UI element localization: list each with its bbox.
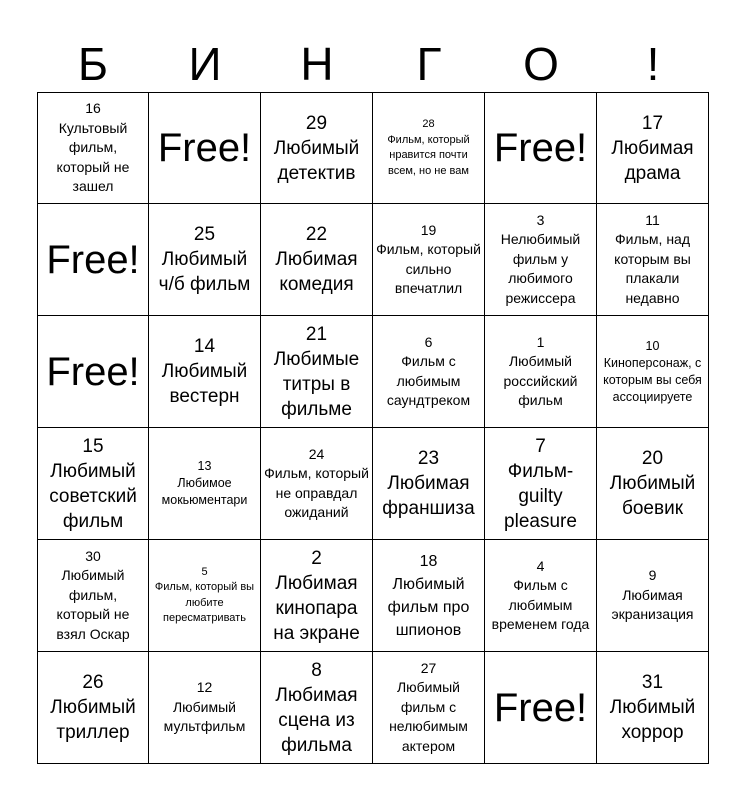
cell-text: Любимый хоррор xyxy=(609,697,696,743)
bingo-cell[interactable] xyxy=(261,204,373,316)
bingo-cell[interactable] xyxy=(373,428,485,540)
cell-content xyxy=(264,322,369,422)
cell-number: 24 xyxy=(308,445,325,462)
cell-number: 1 xyxy=(536,333,545,350)
cell-number: 29 xyxy=(305,112,328,134)
header-letter-o: О xyxy=(523,38,559,90)
header-exclamation: ! xyxy=(646,38,660,90)
cell-number: 6 xyxy=(424,333,433,350)
cell-number: 15 xyxy=(82,435,104,457)
bingo-header xyxy=(37,38,709,90)
free-cell[interactable] xyxy=(37,316,149,428)
bingo-cell[interactable] xyxy=(149,540,261,652)
cell-text: Фильм с любимым временем года xyxy=(491,577,590,632)
bingo-grid xyxy=(37,92,709,764)
bingo-cell[interactable] xyxy=(597,316,709,428)
cell-text: Фильм, над которым вы плакали недавно xyxy=(614,231,691,306)
bingo-cell[interactable] xyxy=(37,652,149,764)
free-cell[interactable] xyxy=(485,652,597,764)
cell-text: Любимый ч/б фильм xyxy=(158,249,251,295)
bingo-cell[interactable] xyxy=(485,540,597,652)
free-label: Free! xyxy=(46,237,140,282)
bingo-cell[interactable] xyxy=(261,652,373,764)
cell-number: 31 xyxy=(641,672,664,693)
cell-text: Любимая сцена из фильма xyxy=(275,684,358,756)
bingo-cell[interactable] xyxy=(37,428,149,540)
cell-content xyxy=(152,458,257,509)
bingo-cell[interactable] xyxy=(485,428,597,540)
cell-content xyxy=(488,128,593,168)
cell-number: 12 xyxy=(196,679,213,696)
free-label: Free! xyxy=(493,126,588,170)
cell-content xyxy=(488,333,593,411)
cell-text: Любимый детектив xyxy=(273,137,360,184)
cell-content xyxy=(152,128,257,168)
free-cell[interactable] xyxy=(485,92,597,204)
bingo-cell[interactable] xyxy=(485,204,597,316)
bingo-cell[interactable] xyxy=(261,316,373,428)
cell-content xyxy=(600,446,705,521)
cell-content xyxy=(488,685,593,730)
cell-content xyxy=(600,111,705,186)
cell-number: 10 xyxy=(645,338,660,353)
cell-text: Любимое мокьюментари xyxy=(161,476,248,507)
cell-number: 22 xyxy=(305,224,328,245)
cell-content xyxy=(376,117,481,179)
cell-text: Любимая драма xyxy=(611,137,694,184)
cell-number: 2 xyxy=(311,547,322,569)
cell-number: 19 xyxy=(420,221,437,238)
cell-number: 20 xyxy=(641,448,664,469)
cell-number: 9 xyxy=(648,567,657,584)
header-letter-b: Б xyxy=(77,38,109,90)
bingo-cell[interactable] xyxy=(373,204,485,316)
cell-text: Любимая комедия xyxy=(275,249,358,295)
cell-number: 8 xyxy=(311,659,322,681)
cell-content xyxy=(376,550,481,642)
free-label: Free! xyxy=(157,126,252,170)
cell-content xyxy=(488,211,593,309)
cell-content xyxy=(600,566,705,625)
cell-text: Фильм, который нравится почти всем, но не вам xyxy=(387,133,470,177)
cell-text: Любимая франшиза xyxy=(382,473,475,519)
bingo-cell[interactable] xyxy=(149,204,261,316)
bingo-cell[interactable] xyxy=(373,316,485,428)
cell-number: 4 xyxy=(536,557,545,574)
cell-text: Фильм с любимым саундтреком xyxy=(386,353,471,408)
cell-content xyxy=(152,222,257,297)
cell-number: 18 xyxy=(419,552,438,570)
cell-number: 16 xyxy=(85,100,101,117)
cell-content xyxy=(376,446,481,521)
bingo-cell[interactable] xyxy=(373,652,485,764)
header-letter-i: И xyxy=(188,38,222,90)
cell-content xyxy=(600,338,705,406)
header-letter-g: Г xyxy=(416,38,442,90)
bingo-cell[interactable] xyxy=(597,652,709,764)
cell-content xyxy=(41,349,145,394)
cell-number: 25 xyxy=(193,224,216,245)
cell-text: Любимый мультфильм xyxy=(163,698,246,735)
cell-number: 13 xyxy=(197,459,212,473)
cell-text: Любимая экранизация xyxy=(611,586,694,623)
cell-content xyxy=(41,99,145,197)
cell-text: Культовый фильм, который не зашел xyxy=(56,119,130,195)
cell-number: 30 xyxy=(85,547,101,564)
cell-content xyxy=(152,334,257,409)
cell-number: 28 xyxy=(422,118,435,130)
cell-text: Любимый боевик xyxy=(609,473,696,519)
cell-text: Любимые титры в фильме xyxy=(273,348,360,420)
cell-text: Фильм, который вы любите пересматривать xyxy=(154,581,255,624)
cell-text: Любимая кинопара на экране xyxy=(273,572,360,644)
cell-text: Любимый советский фильм xyxy=(49,460,137,532)
bingo-cell[interactable] xyxy=(597,92,709,204)
cell-text: Любимый фильм, который не взял Оскар xyxy=(56,567,130,642)
cell-content xyxy=(600,670,705,745)
cell-content xyxy=(376,659,481,757)
cell-content xyxy=(488,557,593,635)
cell-content xyxy=(264,222,369,297)
cell-content xyxy=(488,434,593,534)
bingo-cell[interactable] xyxy=(37,540,149,652)
cell-content xyxy=(264,111,369,186)
cell-number: 23 xyxy=(417,448,440,469)
cell-text: Любимый российский фильм xyxy=(503,353,578,408)
cell-text: Фильм-guilty pleasure xyxy=(504,460,577,532)
cell-content xyxy=(376,333,481,411)
bingo-cell[interactable] xyxy=(261,92,373,204)
cell-content xyxy=(152,565,257,627)
cell-number: 21 xyxy=(305,323,328,345)
free-label: Free! xyxy=(493,685,588,730)
bingo-cell[interactable] xyxy=(149,316,261,428)
cell-content xyxy=(376,221,481,299)
cell-number: 5 xyxy=(201,565,208,578)
bingo-cell[interactable] xyxy=(149,428,261,540)
bingo-cell[interactable] xyxy=(597,540,709,652)
bingo-cell[interactable] xyxy=(597,204,709,316)
cell-content xyxy=(264,445,369,523)
bingo-cell[interactable] xyxy=(373,92,485,204)
cell-text: Любимый вестерн xyxy=(161,361,248,407)
bingo-cell[interactable] xyxy=(261,428,373,540)
cell-number: 17 xyxy=(641,112,664,134)
cell-content xyxy=(152,678,257,737)
cell-text: Киноперсонаж, с которым вы себя ассоциируете xyxy=(603,355,702,404)
cell-number: 7 xyxy=(535,435,546,457)
cell-content xyxy=(41,547,145,645)
bingo-cell[interactable] xyxy=(485,316,597,428)
cell-number: 3 xyxy=(536,211,545,228)
cell-number: 11 xyxy=(645,211,660,228)
bingo-cell[interactable] xyxy=(597,428,709,540)
bingo-cell[interactable] xyxy=(373,540,485,652)
cell-number: 14 xyxy=(193,336,216,357)
cell-content xyxy=(264,546,369,646)
header-letter-n: Н xyxy=(300,38,334,90)
free-cell[interactable] xyxy=(37,204,149,316)
cell-number: 27 xyxy=(420,659,437,676)
free-label: Free! xyxy=(46,349,140,394)
cell-content xyxy=(264,658,369,758)
bingo-cell[interactable] xyxy=(37,92,149,204)
cell-text: Любимый фильм про шпионов xyxy=(387,575,470,639)
cell-text: Фильм, который сильно впечатлил xyxy=(376,241,481,296)
cell-text: Любимый триллер xyxy=(50,697,136,743)
cell-text: Фильм, который не оправдал ожиданий xyxy=(264,465,369,520)
cell-number: 26 xyxy=(82,672,104,693)
cell-text: Любимый фильм с нелюбимым актером xyxy=(389,679,468,754)
cell-content xyxy=(600,211,705,309)
bingo-cell[interactable] xyxy=(149,652,261,764)
free-cell[interactable] xyxy=(149,92,261,204)
cell-content xyxy=(41,434,145,534)
cell-text: Нелюбимый фильм у любимого режиссера xyxy=(500,231,581,306)
bingo-cell[interactable] xyxy=(261,540,373,652)
cell-content xyxy=(41,670,145,745)
cell-content xyxy=(41,237,145,282)
